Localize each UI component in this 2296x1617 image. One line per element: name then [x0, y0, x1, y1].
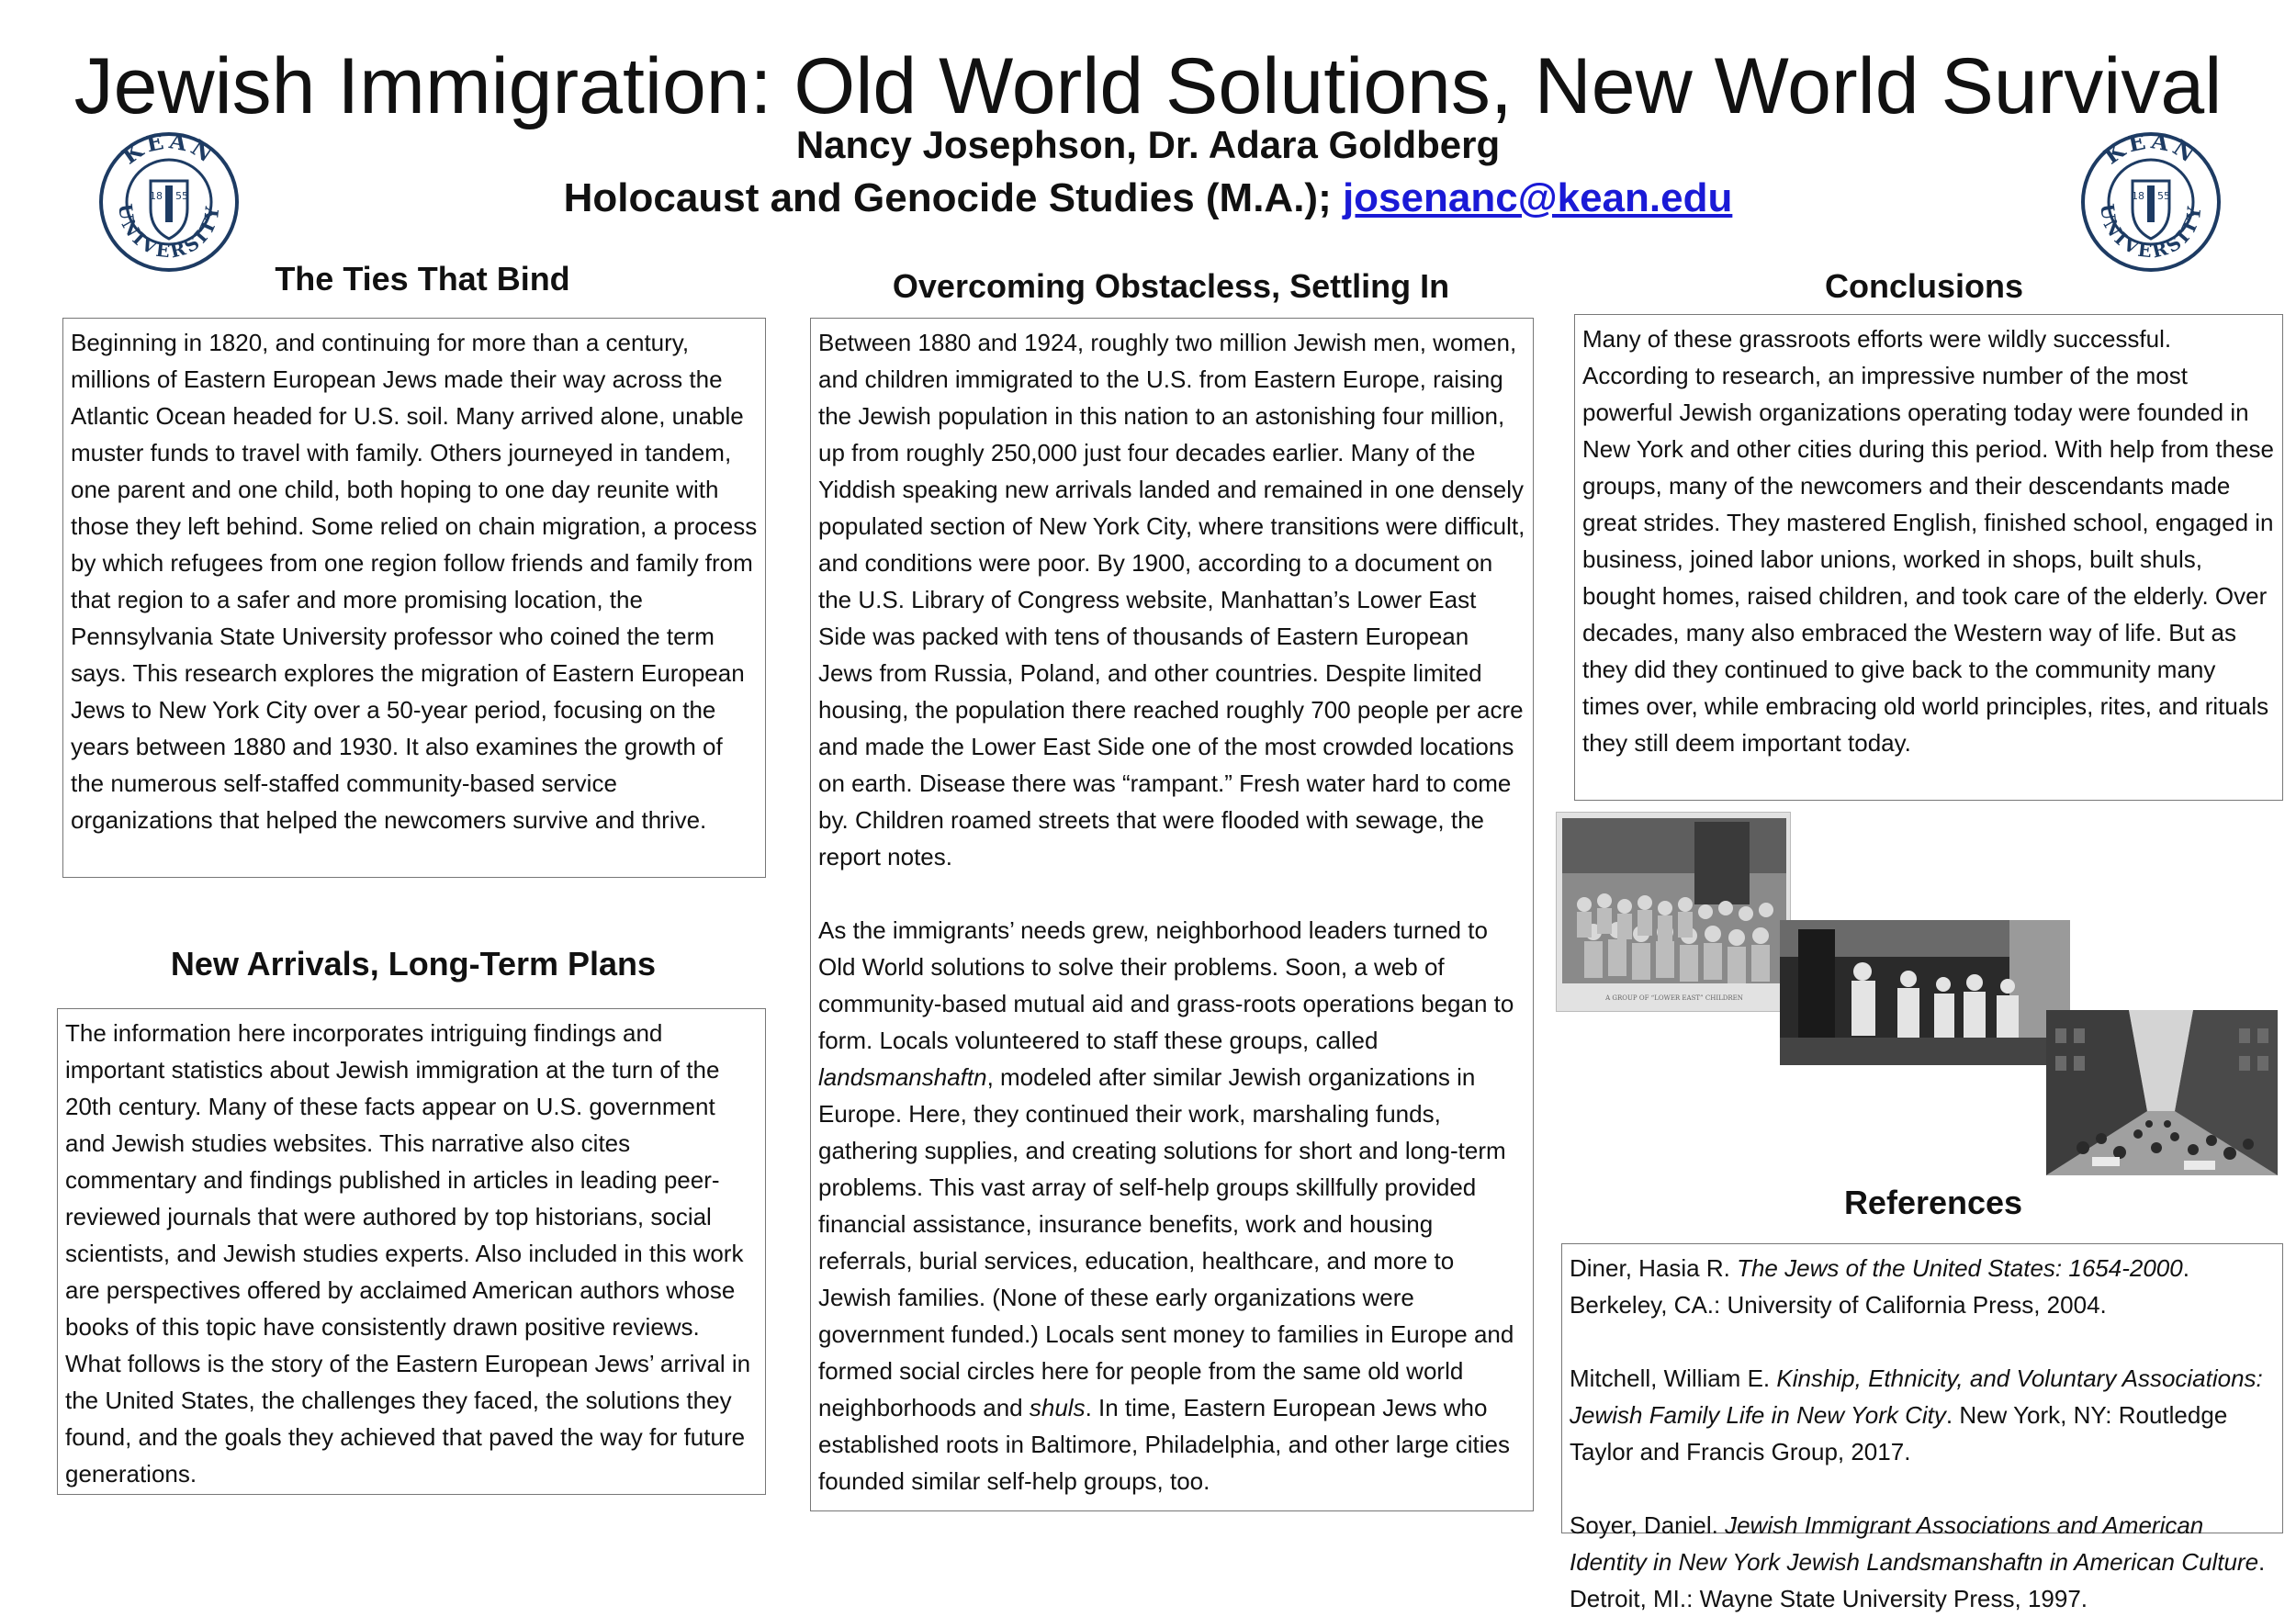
svg-text:18: 18: [2132, 190, 2144, 202]
term-landsmanshaftn: landsmanshaftn: [818, 1063, 987, 1091]
svg-text:UNIVERSITY: UNIVERSITY: [114, 202, 224, 263]
poster-affiliation: [0, 173, 2296, 224]
obstacles-text-box: [810, 318, 1534, 1511]
poster-title: Jewish Immigration: Old World Solutions, New World Survival: [73, 42, 2223, 130]
arrivals-body: The information here incorporates intriguing findings and important statistics about Jewish immigration at the turn of the 20th century. Many of these facts appear on U.S. government and Jewish studies websites. This narrative also cites commentary and findings published in articles in leading peer-reviewed journals that were authored by top historians, social scientists, and Jewish studies experts. Also included in this work are perspectives offered by acclaimed American authors whose books of this topic have consistently drawn positive reviews. What follows is the story of the Eastern European Jews’ arrival in the United States, the challenges they faced, the solutions they found, and the goals they achieved that paved the way for future generations.: [65, 1019, 751, 1488]
logo-year-left: 18: [150, 190, 163, 202]
references-box: [1561, 1243, 2283, 1612]
svg-text:55: 55: [2157, 190, 2170, 202]
conclusions-body: Many of these grassroots efforts were wildly successful. According to research, an impressive number of the most powerful Jewish organizations operating today were founded in New York and other cities during this period. With help from these groups, many of the newcomers and their descendants made great strides. They mastered English, finished school, engaged in business, joined labor unions, worked in shops, built shuls, bought homes, raised children, and took care of the elderly. Over decades, many also embraced the Western way of life. But as they did they continued to give back to the community many times over, while embracing old world principles, rites, and rituals they still deem important today.: [1582, 325, 2274, 757]
ties-heading: The Ties That Bind: [275, 260, 570, 298]
poster-authors: Nancy Josephson, Dr. Adara Goldberg: [795, 123, 1501, 166]
reference-item: Mitchell, William E. Kinship, Ethnicity, and Voluntary Associations: Jewish Family Life in New York City. New York, NY: Routledge Taylor and Francis Group, 2017.: [1570, 1364, 2263, 1465]
ties-body: Beginning in 1820, and continuing for more than a century, millions of Eastern European Jews made their way across the Atlantic Ocean headed for U.S. soil. Many arrived alone, unable muster funds to travel with family. Others journeyed in tandem, one parent and one child, both hoping to one day reunite with those they left behind. Some relied on chain migration, a process by which refugees from one region follow friends and family from that region to a safer and more promising location, the Pennsylvania State University professor who coined the term says. This research explores the migration of Eastern European Jews to New York City over a 50-year period, focusing on the years between 1880 and 1930. It also examines the growth of the numerous self-staffed community-based service organizations that helped the newcomers survive and thrive.: [71, 329, 758, 834]
svg-text:KEAN: KEAN: [2099, 130, 2203, 170]
photo-family-porch: [1780, 920, 2070, 1065]
obstacles-paragraph-2: As the immigrants’ needs grew, neighborhood leaders turned to Old World solutions to solve their problems. Soon, a web of community-based mutual aid and grass-roots operations began to form. Locals volunteered to staff these groups, called landsmanshaftn, modeled after similar Jewish organizations in Europe. Here, they continued their work, marshaling funds, gathering supplies, and creating solutions for short and long-term problems. This vast array of self-help groups skillfully provided financial assistance, insurance benefits, work and housing referrals, burial services, education, healthcare, and more to Jewish families. (None of these early organizations were government funded.) Locals sent money to families in Europe and formed social circles here for people from the same old world neighborhoods and shuls. In time, Eastern European Jews who established roots in Baltimore, Philadelphia, and other large cities founded similar self-help groups, too.: [818, 916, 1514, 1495]
reference-item: Diner, Hasia R. The Jews of the United States: 1654-2000. Berkeley, CA.: University of California Press, 2004.: [1570, 1254, 2189, 1319]
logo-year-right: 55: [175, 190, 188, 202]
svg-text:UNIVERSITY: UNIVERSITY: [2096, 202, 2206, 263]
obstacles-paragraph-1: Between 1880 and 1924, roughly two million Jewish men, women, and children immigrated to the U.S. from Eastern Europe, raising the Jewish population in this nation to an astonishing four million, up from roughly 250,000 just four decades earlier. Many of the Yiddish speaking new arrivals landed and remained in one densely populated section of New York City, where transitions were difficult, and conditions were poor. By 1900, according to a document on the U.S. Library of Congress website, Manhattan’s Lower East Side was packed with tens of thousands of Eastern European Jews from Russia, Poland, and other countries. Despite limited housing, the population there reached roughly 700 people per acre and made the Lower East Side one of the most crowded locations on earth. Disease there was “rampant.” Fresh water hard to come by. Children roamed streets that were flooded with sewage, the report notes.: [818, 329, 1525, 870]
conclusions-text-box: [1574, 314, 2283, 801]
photo-caption: A GROUP OF “LOWER EAST” CHILDREN: [1605, 994, 1743, 1002]
ties-text-box: [62, 318, 766, 878]
svg-text:KEAN: KEAN: [117, 130, 221, 170]
conclusions-heading: Conclusions: [1824, 267, 2024, 305]
kean-university-logo-right: [2079, 130, 2223, 274]
obstacles-heading: Overcoming Obstacless, Settling In: [892, 267, 1450, 305]
references-heading: References: [1843, 1184, 2023, 1221]
photo-street-scene: [2046, 1010, 2278, 1175]
arrivals-heading: New Arrivals, Long-Term Plans: [170, 945, 657, 983]
arrivals-text-box: [57, 1008, 766, 1495]
email-link[interactable]: josenanc@kean.edu: [1342, 175, 1733, 220]
affiliation-text: Holocaust and Genocide Studies (M.A.);: [563, 175, 1343, 220]
photo-children-group: [1556, 812, 1791, 1012]
reference-item: Soyer, Daniel. Jewish Immigrant Associations and American Identity in New York Jewish Landsmanshaftn in American Culture. Detroit, MI.: Wayne State University Press, 1997.: [1570, 1511, 2266, 1612]
term-shuls: shuls: [1029, 1394, 1086, 1421]
kean-university-logo-left: [97, 130, 241, 274]
